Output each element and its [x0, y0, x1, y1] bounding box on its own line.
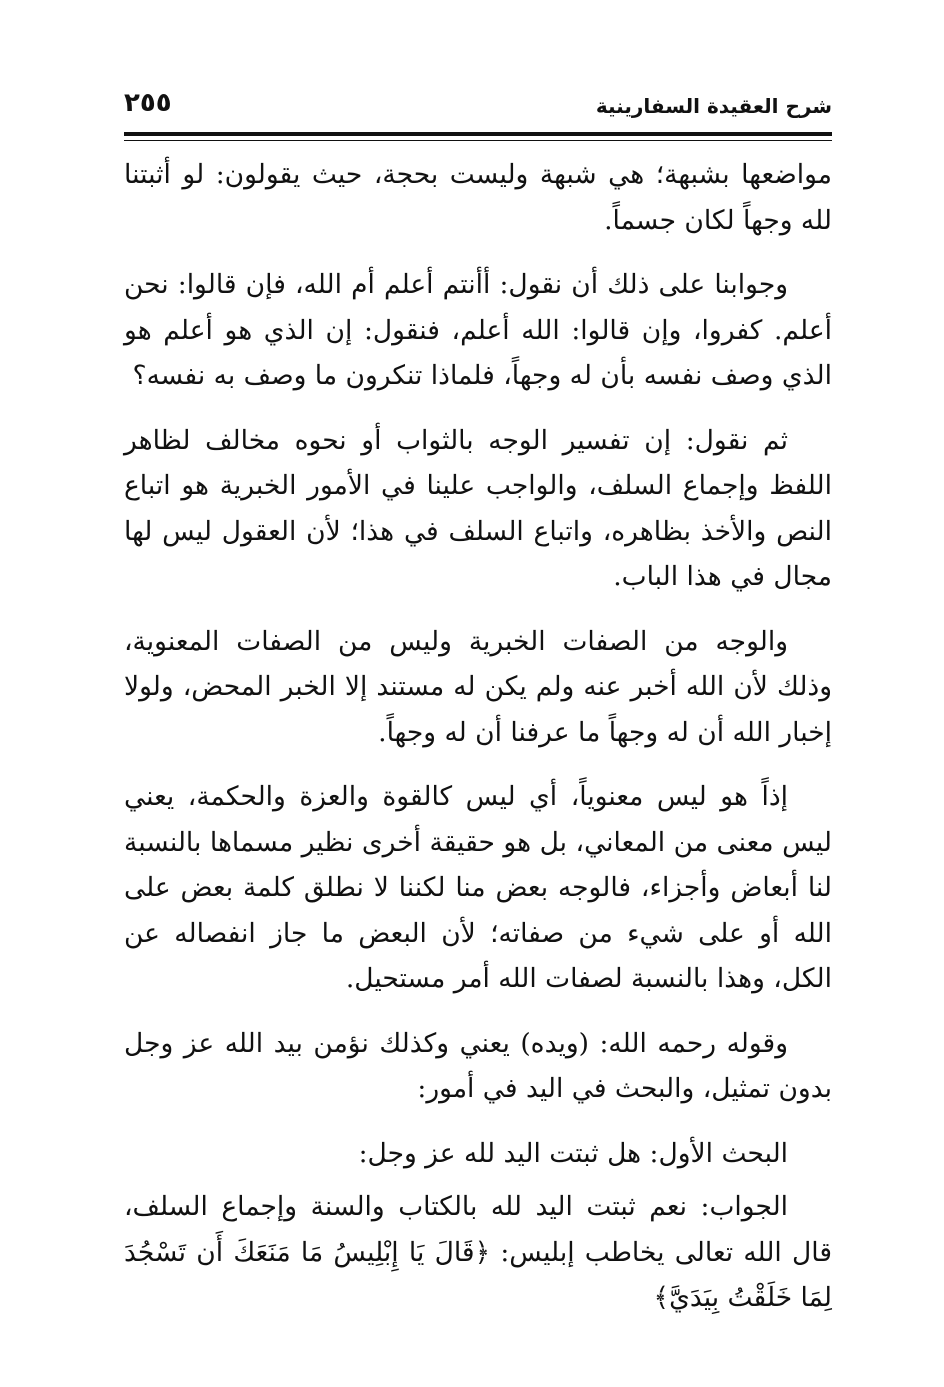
header-rule-thick: [124, 132, 832, 136]
paragraph: وقوله رحمه الله: (ويده) يعني وكذلك نؤمن بيد الله عز وجل بدون تمثيل، والبحث في اليد في أمور:: [124, 1027, 832, 1104]
page-header: [124, 88, 832, 128]
paragraph: إذاً هو ليس معنوياً، أي ليس كالقوة والعزة والحكمة، يعني ليس معنى من المعاني، بل هو حقيقة أخرى نظير مسماها بالنسبة لنا أبعاض وأجزاء، فالوجه بعض منا لكننا لا نطلق كلمة بعض على الله أو على شيء من صفاته؛ لأن البعض ما جاز انفصاله عن الكل، وهذا بالنسبة لصفات الله أمر مستحيل.: [124, 781, 832, 994]
paragraph: الجواب: نعم ثبتت اليد لله بالكتاب والسنة وإجماع السلف، قال الله تعالى يخاطب إبليس: ﴿قَالَ يَا إِبْلِيسُ مَا مَنَعَكَ أَن تَسْجُدَ لِمَا خَلَقْتُ بِيَدَيَّ﴾: [124, 1191, 832, 1313]
page-number: ٢٥٥: [124, 88, 172, 118]
paragraph: والوجه من الصفات الخبرية وليس من الصفات المعنوية، وذلك لأن الله أخبر عنه ولم يكن له مستند إلا الخبر المحض، ولولا إخبار الله أن له وجهاً ما عرفنا أن له وجهاً.: [124, 625, 832, 748]
paragraph: ثم نقول: إن تفسير الوجه بالثواب أو نحوه مخالف لظاهر اللفظ وإجماع السلف، والواجب علينا في الأمور الخبرية هو اتباع النص والأخذ بظاهره، واتباع السلف في هذا؛ لأن العقول ليس لها مجال في هذا الباب.: [124, 424, 832, 592]
running-title: شرح العقيدة السفارينية: [595, 94, 832, 118]
header-rule-thin: [124, 140, 832, 141]
section-heading: البحث الأول: هل ثبتت اليد لله عز وجل:: [358, 1137, 788, 1169]
body-text: [124, 152, 832, 1340]
paragraph: مواضعها بشبهة؛ هي شبهة وليست بحجة، حيث يقولون: لو أثبتنا لله وجهاً لكان جسماً.: [124, 159, 832, 236]
paragraph: وجوابنا على ذلك أن نقول: أأنتم أعلم أم الله، فإن قالوا: نحن أعلم. كفروا، وإن قالوا: الله أعلم، فنقول: إن الذي هو أعلم هو الذي وصف نفسه بأن له وجهاً، فلماذا تنكرون ما وصف به نفسه؟: [124, 269, 832, 391]
